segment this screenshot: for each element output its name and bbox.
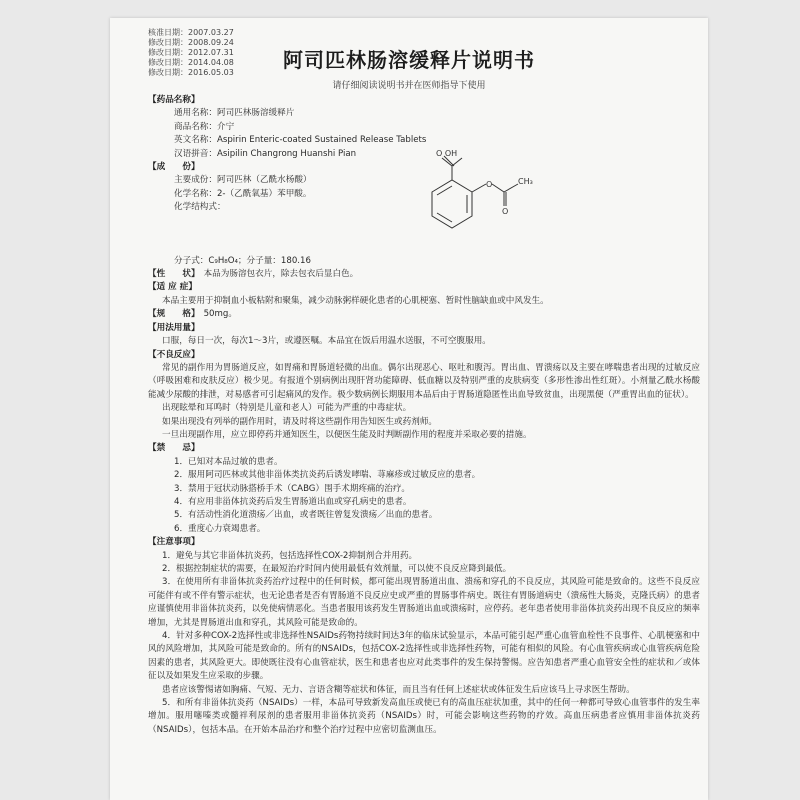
contraindication-item: 5．有活动性消化道溃疡／出血，或者既往曾复发溃疡／出血的患者。 — [174, 510, 438, 521]
chemical-name: 化学名称：2-（乙酰氧基）苯甲酸。 — [174, 188, 312, 199]
properties-text: 本品为肠溶包衣片，除去包衣后显白色。 — [203, 269, 359, 280]
properties-line — [148, 268, 700, 281]
precaution-item: 2．根据控制症状的需要，在最短治疗时间内使用最低有效剂量，可以使不良反应降到最低。 — [162, 564, 512, 574]
section-header-precautions: 【注意事项】 — [148, 537, 200, 548]
methyl-label: CH₃ — [518, 177, 533, 186]
svg-text:O: O — [502, 207, 509, 216]
contraindication-item: 3．禁用于冠状动脉搭桥手术（CABG）围手术期疼痛的治疗。 — [174, 483, 411, 494]
precaution-item: 5．和所有非甾体抗炎药（NSAIDs）一样，本品可导致新发高血压或使已有的高血压症状加重，其中的任何一种都可导致心血管事件的发生率增加。服用噻嗪类或髓袢利尿剂的患者服用非甾体抗炎药（NSAIDs）时，可能会影响这些药物的疗效。高血压病患者应慎用非甾体抗炎药（NSAIDs），包括本品。在开始本品治疗和整个治疗过程中应密切监测血压。 — [148, 698, 700, 735]
precaution-item: 患者应该警惕诸如胸痛、气短、无力、言语含糊等症状和体征，而且当有任何上述症状或体征发生后应该马上寻求医生帮助。 — [162, 684, 635, 695]
dosage-text: 口服，每日一次，每次1～3片，或遵医嘱。本品宜在饭后用温水送服，不可空腹服用。 — [162, 336, 491, 347]
section-header-indications: 【适 应 症】 — [148, 282, 197, 293]
pinyin-name: 汉语拼音：Asipilin Changrong Huanshi Pian — [174, 148, 357, 159]
document-subtitle: 请仔细阅读说明书并在医师指导下使用 — [332, 81, 486, 91]
section-header-composition: 【成 份】 — [148, 162, 200, 173]
english-name: 英文名称：Aspirin Enteric-coated Sustained Release Tablets — [174, 135, 427, 146]
structure-label: 化学结构式： — [174, 202, 226, 213]
precaution-item: 1．避免与其它非甾体抗炎药，包括选择性COX-2抑制剂合并用药。 — [162, 550, 418, 561]
leaflet-content — [148, 94, 700, 737]
section-header-specification: 【规 格】 — [148, 309, 200, 320]
leaflet-sheet — [110, 18, 708, 800]
adverse-paragraph: 如果出现没有列举的副作用时，请及时将这些副作用告知医生或药剂师。 — [162, 416, 438, 427]
contraindication-item: 6．重度心力衰竭患者。 — [174, 523, 266, 534]
generic-name: 通用名称：阿司匹林肠溶缓释片 — [174, 108, 295, 119]
acid-label: O OH — [436, 149, 458, 158]
main-ingredient: 主要成份：阿司匹林（乙酰水杨酸） — [174, 175, 312, 186]
specification-line — [148, 308, 700, 321]
svg-text:O: O — [486, 180, 493, 189]
section-header-drug-name: 【药品名称】 — [148, 95, 200, 105]
contraindication-item: 2．服用阿司匹林或其他非甾体类抗炎药后诱发哮喘、荨麻疹或过敏反应的患者。 — [174, 470, 481, 481]
contraindication-item: 1．已知对本品过敏的患者。 — [174, 456, 283, 467]
adverse-paragraph: 常见的副作用为胃肠道反应，如胃痛和胃肠道轻微的出血。偶尔出现恶心、呕吐和腹泻。胃出血、胃溃疡以及主要在哮喘患者出现的过敏反应（呼吸困难和皮肤反应）极少见。有报道个别病例出现肝肾功能障碍、低血糖以及特别严重的皮肤病变（多形性渗出性红斑）。小剂量乙酰水杨酸能减少尿酸的排泄，对易感者可引起痛风的发作。极少数病例长期服用本品后由于胃肠道隐匿性出血导致贫血，出现黑便（严重胃出血的征状）。 — [148, 362, 700, 400]
revision-date: 核准日期：2007.03.27 — [148, 28, 234, 37]
revision-date: 修改日期：2014.04.08 — [148, 58, 234, 67]
revision-date: 修改日期：2012.07.31 — [148, 48, 234, 57]
precaution-item: 4．针对多种COX-2选择性或非选择性NSAIDs药物持续时间达3年的临床试验显示，本品可能引起严重心血管血栓性不良事件、心肌梗塞和中风的风险增加，其风险可能是致命的。所有的NSAIDs，包括COX-2选择性或非选择性药物，可能有相似的风险。有心血管疾病或心血管疾病危险因素的患者，其风险更大。即使既往没有心血管症状，医生和患者也应对此类事件的发生保持警惕。应告知患者严重心血管安全性的症状和／或体征以及如果发生应采取的步骤。 — [148, 631, 700, 682]
section-header-contraindications: 【禁 忌】 — [148, 443, 200, 454]
molecular-formula: 分子式：C₉H₈O₄；分子量：180.16 — [174, 255, 311, 266]
section-header-adverse-reactions: 【不良反应】 — [148, 349, 200, 360]
adverse-paragraph: 一旦出现副作用，应立即停药并通知医生，以便医生能及时判断副作用的程度并采取必要的措施。 — [162, 429, 532, 440]
section-header-properties: 【性 状】 — [148, 269, 200, 280]
specification-text: 50mg。 — [203, 309, 237, 320]
contraindication-item: 4．有应用非甾体抗炎药后发生胃肠道出血或穿孔病史的患者。 — [174, 496, 412, 507]
revision-date: 修改日期：2008.09.24 — [148, 38, 234, 47]
indications-text: 本品主要用于抑制血小板粘附和聚集，减少动脉粥样硬化患者的心肌梗塞、暂时性脑缺血或中风发生。 — [162, 295, 549, 306]
adverse-paragraph: 出现眩晕和耳鸣时（特别是儿童和老人）可能为严重的中毒症状。 — [162, 403, 412, 414]
precaution-item: 3．在使用所有非甾体抗炎药治疗过程中的任何时候，都可能出现胃肠道出血、溃疡和穿孔的不良反应，其风险可能是致命的。这些不良反应可能伴有或不伴有警示症状，也无论患者是否有胃肠道不良反应史或严重的胃肠事件病史。既往有胃肠道病史（溃疡性大肠炎，克隆氏病）的患者应谨慎使用非甾体抗炎药，以免使病情恶化。当患者服用该药发生胃肠道出血或溃疡时，应停药。老年患者使用非甾体抗炎药出现不良反应的频率增加，尤其是胃肠道出血和穿孔，其风险可能是致命的。 — [148, 577, 700, 628]
revision-date: 修改日期：2016.05.03 — [148, 68, 234, 77]
document-title: 阿司匹林肠溶缓释片说明书 — [283, 48, 535, 72]
trade-name: 商品名称：介宁 — [174, 121, 235, 132]
section-header-dosage: 【用法用量】 — [148, 322, 200, 333]
